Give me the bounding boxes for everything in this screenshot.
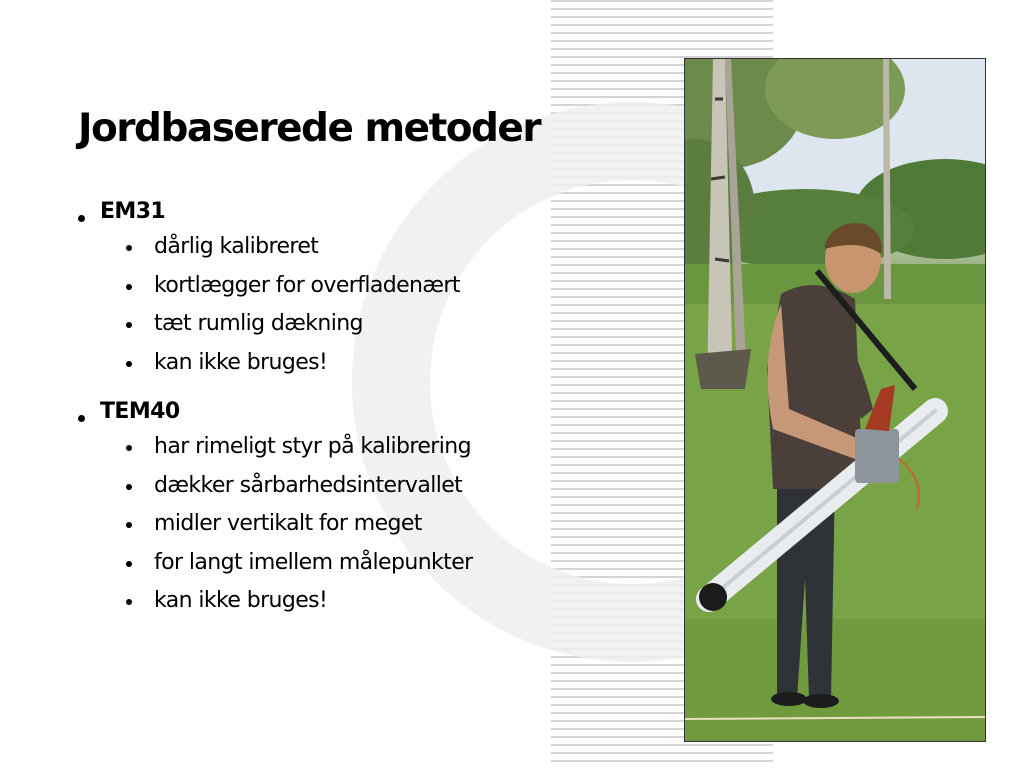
sub-bullet-item — [78, 228, 548, 267]
sub-bullet-item — [78, 544, 548, 583]
field-survey-photo — [684, 58, 986, 742]
bullet-main-item — [78, 196, 548, 228]
bullet-main-item — [78, 396, 548, 428]
slide-title: Jordbaserede metoder — [78, 106, 541, 151]
sub-bullet-item — [78, 267, 548, 306]
sub-bullet-item — [78, 582, 548, 621]
bullet-main-label: EM31 — [100, 199, 166, 224]
sub-bullet-text: kan ikke bruges! — [154, 349, 328, 375]
sub-bullet-dot-icon — [126, 245, 132, 251]
bullet-dot-icon — [78, 415, 85, 422]
sub-bullet-item — [78, 344, 548, 383]
sub-bullet-text: har rimeligt styr på kalibrering — [154, 434, 471, 459]
sub-bullet-text: dårlig kalibreret — [154, 234, 319, 259]
sub-bullet-dot-icon — [126, 561, 132, 567]
sub-bullet-text: tæt rumlig dækning — [154, 311, 363, 336]
sub-bullet-dot-icon — [126, 284, 132, 290]
sub-bullet-item — [78, 428, 548, 467]
sub-bullet-dot-icon — [126, 484, 132, 490]
sub-bullet-dot-icon — [126, 322, 132, 328]
bullet-content — [78, 196, 548, 635]
sub-bullet-dot-icon — [126, 522, 132, 528]
sub-bullet-item — [78, 467, 548, 506]
photo-illustration — [685, 59, 985, 741]
sub-bullet-list — [78, 428, 548, 621]
section-tem40 — [78, 396, 548, 621]
bullet-dot-icon — [78, 215, 85, 222]
sub-bullet-dot-icon — [126, 361, 132, 367]
sub-bullet-text: for langt imellem målepunkter — [154, 549, 473, 575]
sub-bullet-text: kortlægger for overfladenært — [154, 272, 460, 298]
sub-bullet-text: dækker sårbarhedsintervallet — [154, 472, 463, 498]
sub-bullet-text: midler vertikalt for meget — [154, 511, 422, 536]
section-em31 — [78, 196, 548, 382]
bullet-main-label: TEM40 — [100, 399, 180, 424]
sub-bullet-text: kan ikke bruges! — [154, 588, 328, 613]
sub-bullet-item — [78, 305, 548, 344]
sub-bullet-item — [78, 505, 548, 544]
sub-bullet-list — [78, 228, 548, 382]
sub-bullet-dot-icon — [126, 599, 132, 605]
sub-bullet-dot-icon — [126, 445, 132, 451]
